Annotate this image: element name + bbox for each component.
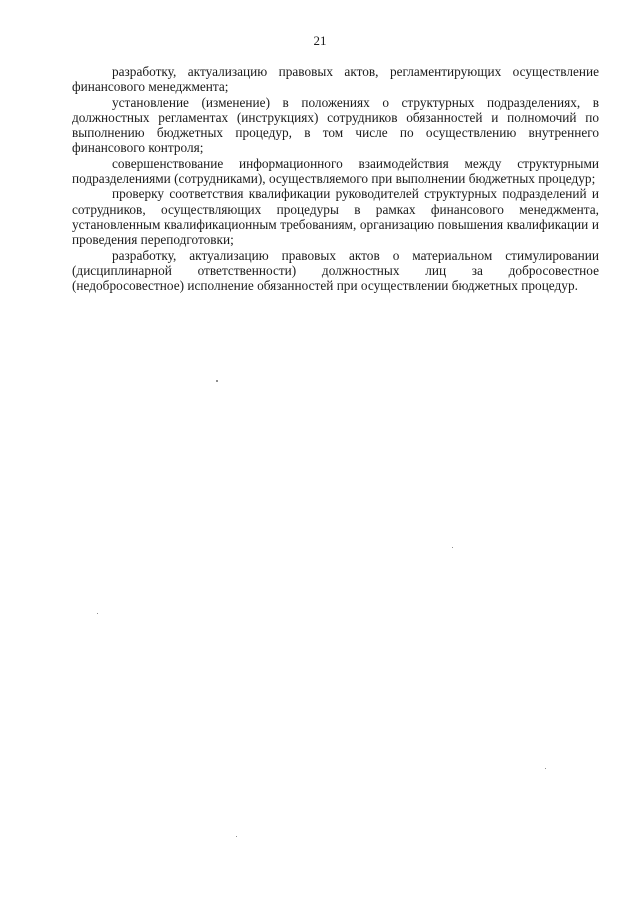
document-body [72,64,599,293]
page-number: 21 [313,33,327,48]
paragraph-1: разработку, актуализацию правовых актов, регламентирующих осуществление финансового менеджмента; [72,64,599,95]
paragraph-2: установление (изменение) в положениях о структурных подразделениях, в должностных регламентах (инструкциях) сотрудников обязанностей и полномочий по выполнению бюджетных процедур, в том числе по осуществлению внутреннего финансового контроля; [72,94,599,156]
scan-speck [216,380,218,382]
scan-speck [452,547,453,548]
scan-speck [97,613,98,614]
scan-speck [545,768,546,769]
paragraph-5: разработку, актуализацию правовых актов о материальном стимулировании (дисциплинарной ответственности) должностных лиц за добросовестное (недобросовестное) исполнение обязанностей при осуществлении бюджетных процедур. [72,247,599,294]
scan-speck [236,836,237,837]
paragraph-3: совершенствование информационного взаимодействия между структурными подразделениями (сотрудниками), осуществляемого при выполнении бюджетных процедур; [72,155,599,187]
paragraph-4: проверку соответствия квалификации руководителей структурных подразделений и сотрудников, осуществляющих процедуры в рамках финансового менеджмента, установленным квалификационным требованиям, организацию повышения квалификации и проведения переподготовки; [72,186,599,248]
